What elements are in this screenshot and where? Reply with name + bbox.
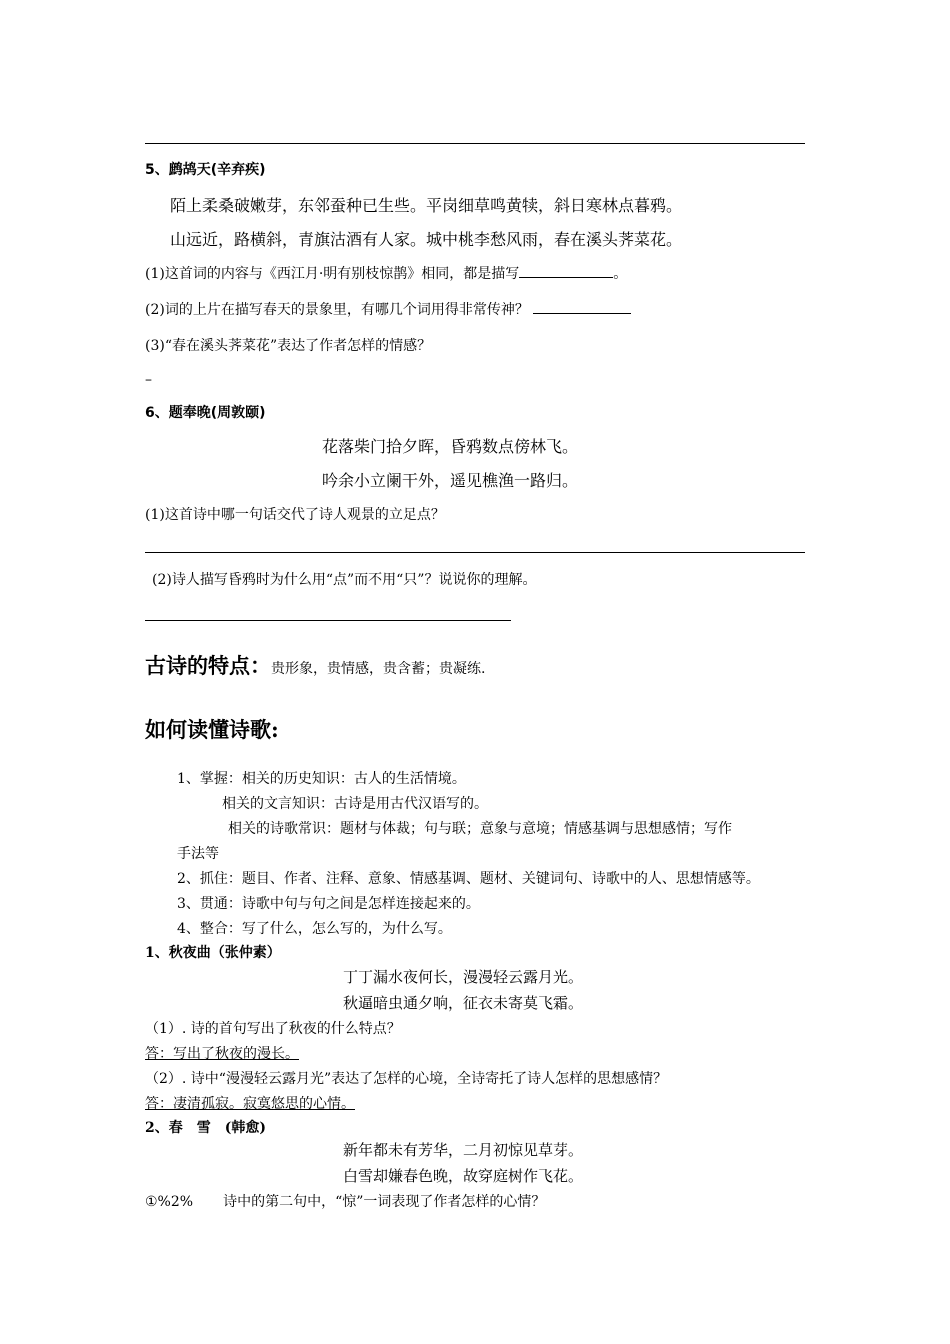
poem-1-answer-2: 答：凄清孤寂。寂寞悠思的心情。: [145, 1096, 355, 1112]
question-text: (2)词的上片在描写春天的景象里，有哪几个词用得非常传神？: [145, 302, 529, 318]
howto-line-6: 3、贯通：诗歌中句与句之间是怎样连接起来的。: [177, 896, 480, 912]
poem-2-line-1: 新年都未有芳华，二月初惊见草芽。: [343, 1141, 584, 1159]
poem-6-line-2: 吟余小立阑干外，遥见樵渔一路归。: [322, 471, 579, 490]
question-number: ①%2%: [145, 1194, 194, 1210]
poem-6-question-2: (2)诗人描写昏鸦时为什么用“点”而不用“只”？说说你的理解。: [152, 572, 537, 588]
poem-5-question-3: (3)“春在溪头荠菜花”表达了作者怎样的情感？: [145, 338, 432, 354]
poem-6-question-1: (1)这首诗中哪一句话交代了诗人观景的立足点？: [145, 507, 445, 523]
features-text: 贵形象，贵情感，贵含蓄；贵凝练.: [271, 661, 486, 677]
poem-5-question-2: [145, 299, 631, 319]
top-rule: [145, 143, 805, 144]
poem-5-line-1: 陌上柔桑破嫩芽，东邻蚕种已生些。平岗细草鸣黄犊，斜日寒林点暮鸦。: [170, 196, 683, 215]
poem-5-line-2: 山远近，路横斜，青旗沽酒有人家。城中桃李愁风雨，春在溪头荠菜花。: [170, 230, 683, 249]
howto-line-5: 2、抓住：题目、作者、注释、意象、情感基调、题材、关键词句、诗歌中的人、思想情感等。: [177, 871, 760, 887]
howto-line-7: 4、整合：写了什么，怎么写的，为什么写。: [177, 921, 452, 937]
poem-2-line-2: 白雪却嫌春色晚，故穿庭树作飞花。: [343, 1167, 584, 1185]
poem-1-question-2: （2）. 诗中“漫漫轻云露月光”表达了怎样的心境，全诗寄托了诗人怎样的思想感情？: [145, 1071, 668, 1087]
answer-line[interactable]: [145, 620, 511, 621]
answer-line[interactable]: [145, 552, 805, 553]
poem-1-line-2: 秋逼暗虫通夕响，征衣未寄莫飞霜。: [343, 994, 584, 1012]
features-block: [145, 650, 485, 680]
question-end: 。: [613, 266, 628, 282]
poem-5-title: 5、鹧鸪天(辛弃疾): [145, 162, 266, 178]
question-text: (1)这首词的内容与《西江月·明有别枝惊鹊》相同，都是描写: [145, 266, 520, 282]
answer-blank[interactable]: [533, 299, 631, 314]
answer-blank[interactable]: [519, 263, 613, 278]
poem-1-line-1: 丁丁漏水夜何长，漫漫轻云露月光。: [343, 968, 584, 986]
poem-1-question-1: （1）. 诗的首句写出了秋夜的什么特点？: [145, 1021, 401, 1037]
howto-line-4: 手法等: [177, 846, 219, 862]
poem-2-title: 2、春 雪 (韩愈): [145, 1120, 266, 1136]
poem-2-question-1: [145, 1191, 545, 1211]
howto-line-2: 相关的文言知识：古诗是用古代汉语写的。: [222, 796, 488, 812]
question-text: 诗中的第二句中，“惊”一词表现了作者怎样的心情？: [223, 1194, 546, 1210]
poem-1-answer-1: 答：写出了秋夜的漫长。: [145, 1046, 299, 1062]
poem-6-line-1: 花落柴门拾夕晖，昏鸦数点傍林飞。: [322, 437, 579, 456]
howto-line-1: 1、掌握：相关的历史知识：古人的生活情境。: [177, 771, 466, 787]
answer-dash: –: [145, 372, 152, 388]
features-heading: 古诗的特点：: [145, 653, 271, 678]
howto-line-3: 相关的诗歌常识：题材与体裁；句与联；意象与意境；情感基调与思想感情；写作: [228, 821, 732, 837]
poem-6-title: 6、题奉晚(周敦颐): [145, 405, 266, 421]
howto-heading: 如何读懂诗歌:: [145, 717, 279, 742]
poem-5-question-1: [145, 263, 627, 283]
poem-1-title: 1、秋夜曲（张仲素）: [145, 945, 281, 961]
